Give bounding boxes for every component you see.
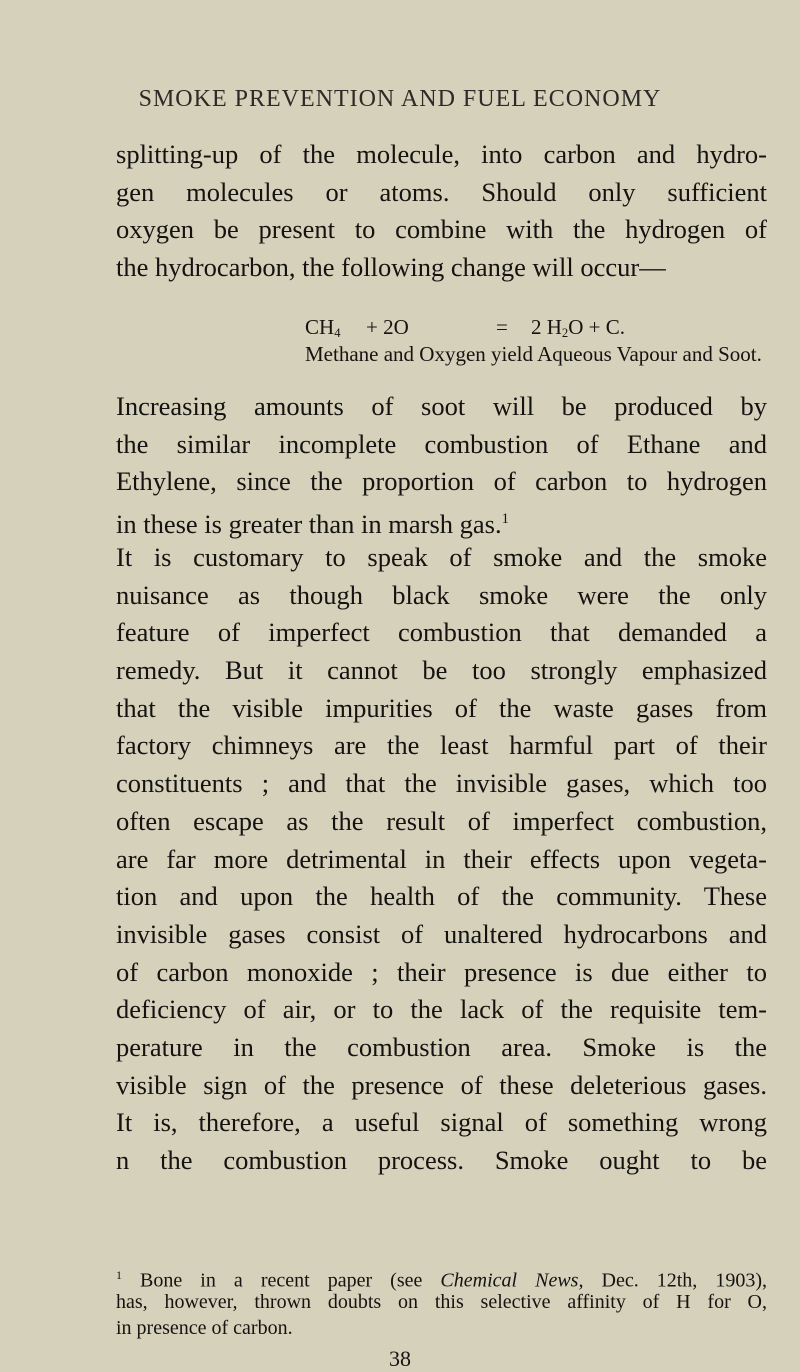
text-line: constituents ; and that the invisible gases, which too xyxy=(116,768,767,799)
text-line: remedy. But it cannot be too strongly emphasized xyxy=(116,655,767,686)
paragraph-2 xyxy=(116,388,767,539)
footnote-marker: 1 xyxy=(501,511,509,528)
text-line: invisible gases consist of unaltered hydrocarbons and xyxy=(116,918,767,949)
text-line: Increasing amounts of soot will be produced by xyxy=(116,391,767,421)
running-header: SMOKE PREVENTION AND FUEL ECONOMY xyxy=(138,86,662,112)
text-line: n the combustion process. Smoke ought to be xyxy=(116,1145,767,1175)
text-line: feature of imperfect combustion that demanded a xyxy=(116,617,767,648)
text-line: deficiency of air, or to the lack of the requisite tem- xyxy=(116,994,767,1025)
text-line: Ethylene, since the proportion of carbon to hydrogen xyxy=(116,466,767,497)
text-line: factory chimneys are the least harmful part of their xyxy=(116,730,767,761)
text-line: It is, therefore, a useful signal of something wrong xyxy=(116,1107,767,1138)
text-line: oxygen be present to combine with the hydrogen of xyxy=(116,214,767,245)
text-line: gen molecules or atoms. Should only sufficient xyxy=(116,176,767,207)
text-line: perature in the combustion area. Smoke is the xyxy=(116,1031,767,1062)
page-number: 38 xyxy=(389,1346,411,1371)
text-line: in these is greater than in marsh gas.$^1$ xyxy=(116,508,509,539)
text-line: nuisance as though black smoke were the only xyxy=(116,579,767,610)
paragraph-1 xyxy=(116,136,767,287)
text-line: splitting-up of the molecule, into carbon and hydro- xyxy=(116,139,767,169)
text-line: the hydrocarbon, the following change will occur— xyxy=(116,252,666,283)
footnote-line: $^1$ Bone in a recent paper (see Chemical News, Dec. 12th, 1903), xyxy=(116,1268,768,1292)
equation-methane: $CH_4$ xyxy=(305,315,341,341)
text-line: the similar incomplete combustion of Ethane and xyxy=(116,428,767,459)
text-line: It is customary to speak of smoke and the smoke xyxy=(116,542,767,572)
paragraph-3 xyxy=(116,539,767,1180)
text-line: visible sign of the presence of these deleterious gases. xyxy=(116,1069,767,1100)
book-page: SMOKE PREVENTION AND FUEL ECONOMY splitting-up of the molecule, into carbon and hydro- gen molecules or atoms. Should only sufficient oxygen be present to combine with the hydrogen of the hydrocarbon, the following change will occur— $CH_4$ + 2O = 2 $H_2O + C$. Methane and Oxygen yield Aqueous Vapour and Soot. Increasing amounts of soot will be produced by the similar incomplete combustion of Ethane and Ethylene, since the proportion of carbon to hydrogen in these is greater than in marsh gas.$^1$ It is customary to speak of smoke and the smoke nuisance as though black smoke were the only feature of imperfect combustion that demanded a remedy. But it cannot be too strongly emphasized that the visible impurities of the waste gases from factory chimneys are the least harmful part of their constituents ; and that the invisible gases, which too often escape as the result of imperfect combustion, are far more detrimental in their effects upon vegeta- tion and upon the health of the community. These invisible gases consist of unaltered hydrocarbons and of carbon monoxide ; their presence is due either to deficiency of air, or to the lack of the requisite tem- perature in the combustion area. Smoke is the visible sign of the presence of these deleterious gases. It is, therefore, a useful signal of something wrong n the combustion process. Smoke ought to be $^1$ Bone in a recent paper (see Chemical News, Dec. 12th, 1903), has, however, thrown doubts on this selective affinity of H for O, in presence of carbon. 38 xyxy=(0,0,800,1372)
text-line: tion and upon the health of the community. These xyxy=(116,881,767,912)
footnote-line: has, however, thrown doubts on this selective affinity of H for O, xyxy=(116,1290,767,1313)
equation-products: 2 $H_2O + C$. xyxy=(531,315,625,341)
text-line: of carbon monoxide ; their presence is due either to xyxy=(116,956,767,987)
text-line: often escape as the result of imperfect combustion, xyxy=(116,805,767,836)
equation-equals: = xyxy=(496,315,508,339)
text-line: that the visible impurities of the waste gases from xyxy=(116,692,767,723)
text-line: are far more detrimental in their effects upon vegeta- xyxy=(116,843,767,874)
equation-oxygen: + 2O xyxy=(366,315,409,339)
footnote xyxy=(116,1262,767,1342)
footnote-line: in presence of carbon. xyxy=(116,1317,293,1339)
